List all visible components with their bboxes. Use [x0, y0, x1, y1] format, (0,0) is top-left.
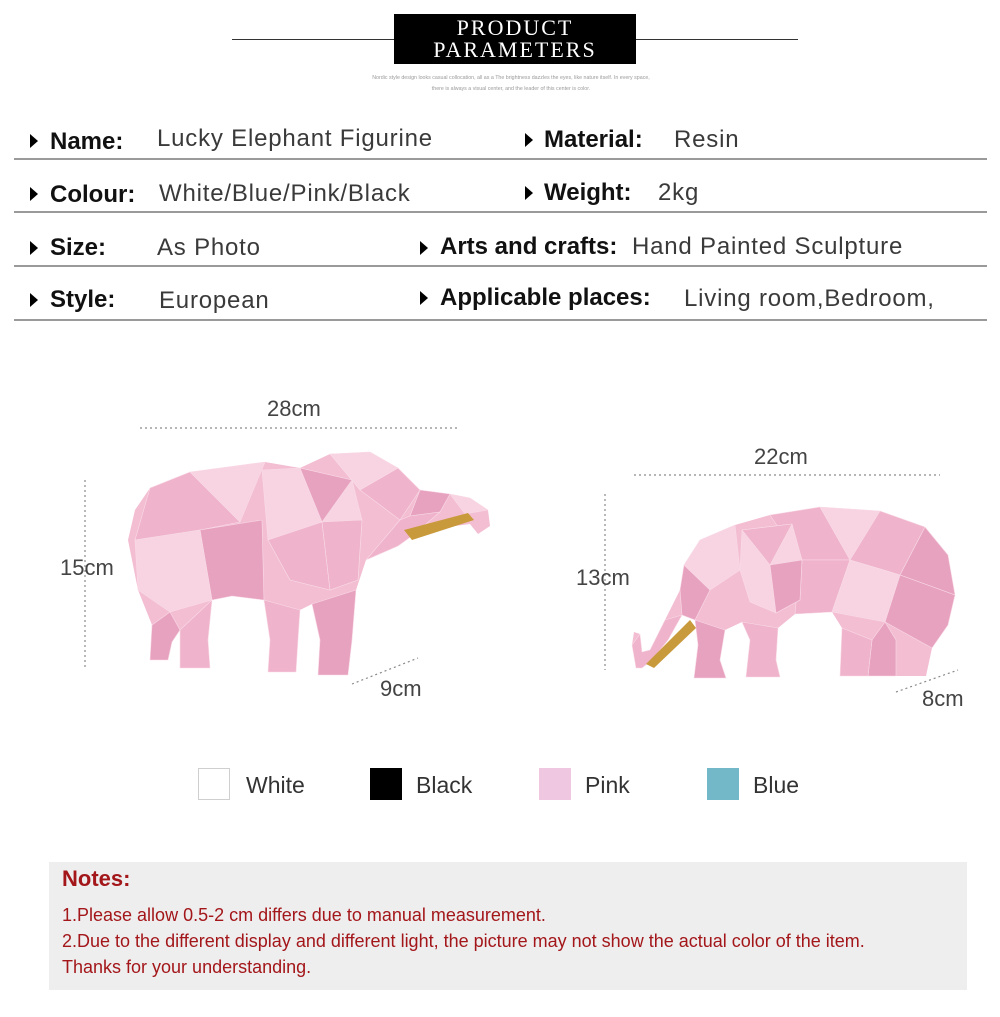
colour-swatch-white: [198, 768, 230, 800]
colour-swatch-pink: [539, 768, 571, 800]
large-width-label: 9cm: [380, 676, 422, 701]
param-value-size: As Photo: [157, 234, 261, 261]
small-elephant-figurine: [632, 507, 955, 678]
notes-heading: Notes:: [62, 866, 131, 891]
param-value-name: Lucky Elephant Figurine: [157, 125, 433, 152]
param-value-colour: White/Blue/Pink/Black: [159, 180, 411, 207]
page-title-line-2: PARAMETERS: [433, 37, 597, 62]
param-value-material: Resin: [674, 126, 740, 153]
large-height-label: 15cm: [60, 555, 114, 580]
small-width-label: 8cm: [922, 686, 964, 711]
param-label-size: Size:: [50, 234, 107, 261]
param-label-arts-and-crafts: Arts and crafts:: [440, 233, 618, 260]
large-length-label: 28cm: [267, 396, 321, 421]
page-title-line-1: PRODUCT: [456, 15, 574, 40]
notes-line-3: Thanks for your understanding.: [62, 957, 312, 977]
param-value-applicable-places: Living room,Bedroom,: [684, 285, 935, 312]
param-label-name: Name:: [50, 128, 124, 155]
param-label-weight: Weight:: [544, 179, 632, 206]
colour-swatch-black: [370, 768, 402, 800]
param-label-material: Material:: [544, 126, 643, 153]
small-height-label: 13cm: [576, 565, 630, 590]
notes-line-2: 2.Due to the different display and different light, the picture may not show the actual color of the item.: [62, 931, 865, 951]
notes-panel: [49, 862, 967, 990]
colour-name-blue: Blue: [753, 772, 800, 798]
param-value-style: European: [159, 287, 270, 314]
small-length-label: 22cm: [754, 444, 808, 469]
large-elephant-figurine: [128, 452, 490, 675]
tagline-line-2: there is always a visual center, and the leader of this center is color.: [431, 86, 591, 92]
notes-line-1: 1.Please allow 0.5-2 cm differs due to manual measurement.: [62, 905, 546, 925]
colour-name-white: White: [246, 772, 305, 798]
param-label-style: Style:: [50, 286, 116, 313]
colour-swatch-blue: [707, 768, 739, 800]
tagline-line-1: Nordic style design looks casual collocation, all as a The brightness dazzles the eyes, like nature itself. In every space,: [372, 75, 650, 81]
colour-name-black: Black: [416, 772, 473, 798]
param-label-colour: Colour:: [50, 181, 136, 208]
param-value-arts-and-crafts: Hand Painted Sculpture: [632, 233, 904, 260]
param-value-weight: 2kg: [658, 179, 700, 206]
colour-name-pink: Pink: [585, 772, 630, 798]
param-label-applicable-places: Applicable places:: [440, 284, 651, 311]
